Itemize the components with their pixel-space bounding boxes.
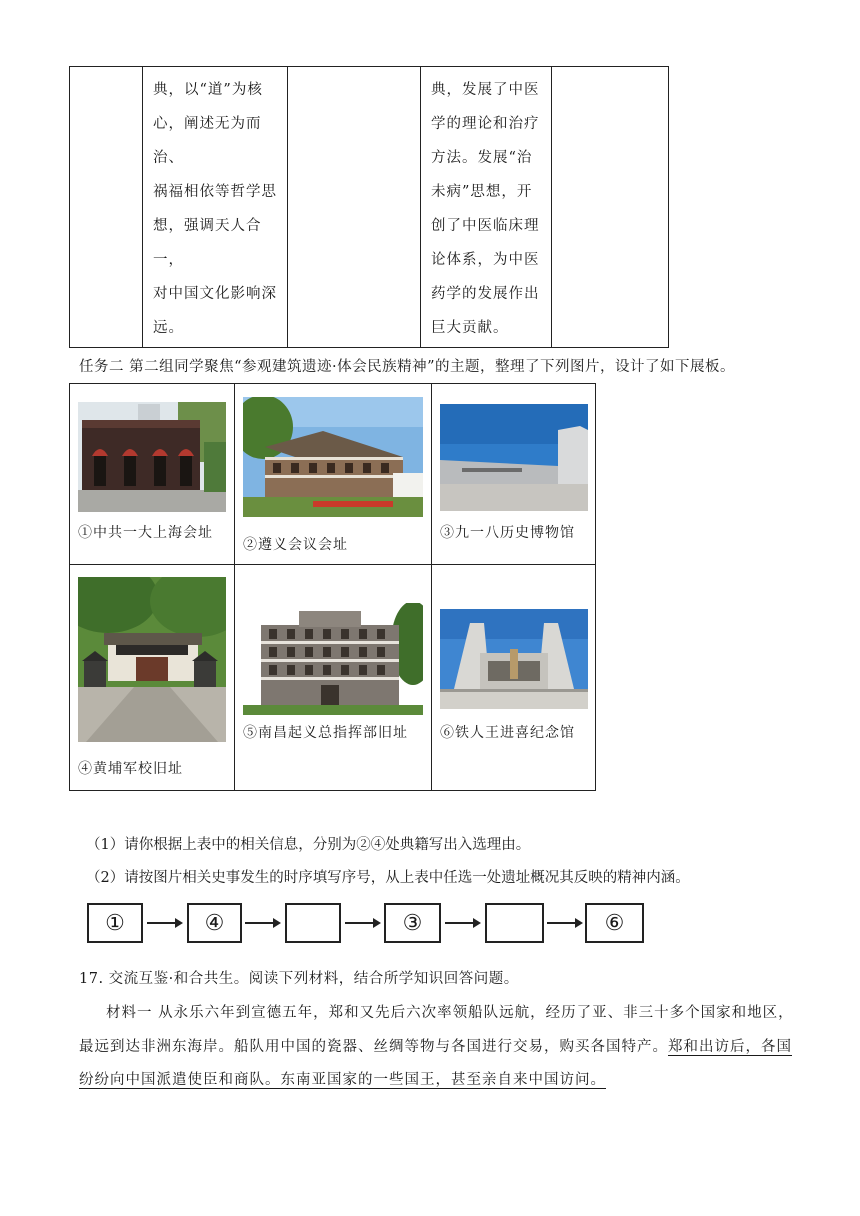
exhibit-caption: ⑥铁人王进喜纪念馆 [440,725,575,741]
task2-intro: 任务二 第二组同学聚焦“参观建筑遗迹·体会民族精神”的主题，整理了下列图片，设计了如下展板。 [79,359,736,375]
academy-gate-photo [78,577,226,742]
sequence-box: ③ [384,903,441,943]
sequence-box[interactable] [485,903,544,943]
cell-line: 巨大贡献。 [431,320,509,336]
table-cell-empty [70,67,143,348]
exhibit-caption: ①中共一大上海会址 [78,525,213,541]
arrow-right-icon [147,915,183,931]
exhibit-cell-1 [70,384,235,565]
exhibit-caption: ④黄埔军校旧址 [78,761,183,777]
arrow-right-icon [547,915,583,931]
exhibit-cell-5 [235,565,432,791]
cell-line: 祸福相依等哲学思 [153,184,277,200]
sequence-box[interactable] [285,903,341,943]
red-brick-building-photo [78,402,226,512]
exhibit-cell-2 [235,384,432,565]
cell-line: 方法。发展“治 [431,150,533,166]
arrow-right-icon [345,915,381,931]
cell-line: 典，以“道”为核 [153,82,263,98]
material-1-underlined: 郑和出访后，各国 [668,1039,792,1055]
cell-line: 心，阐述无为而治、 [153,116,262,166]
question-17-heading: 17. 交流互鉴·和合共生。阅读下列材料，结合所学知识回答问题。 [79,971,519,987]
exhibit-cell-4 [70,565,235,791]
sequence-box: ① [87,903,143,943]
cell-line: 对中国文化影响深 [153,286,277,302]
exhibit-caption: ③九一八历史博物馆 [440,525,575,541]
exhibit-caption: ②遵义会议会址 [243,537,348,553]
exhibit-cell-6 [432,565,596,791]
cell-line: 典，发展了中医 [431,82,540,98]
material-1-line [79,1035,792,1056]
cell-line: 远。 [153,320,184,336]
sequence-box: ④ [187,903,242,943]
cell-line: 未病”思想，开 [431,184,533,200]
multi-storey-building-photo [243,603,423,715]
material-1-underlined: 纷纷向中国派遣使臣和商队。东南亚国家的一些国王，甚至亲自来中国访问。 [79,1072,606,1088]
exhibit-cell-3 [432,384,596,565]
memorial-hall-photo [440,609,588,709]
table-cell-medicine [421,67,552,348]
cell-line: 想，强调天人合一， [153,218,262,268]
cell-line: 创了中医临床理 [431,218,540,234]
museum-monument-photo [440,404,588,511]
sequence-box: ⑥ [585,903,644,943]
material-1-text: 最远到达非洲东海岸。船队用中国的瓷器、丝绸等物与各国进行交易，购买各国特产。 [79,1039,668,1055]
question-1: （1）请你根据上表中的相关信息，分别为②④处典籍写出入选理由。 [86,837,531,853]
arrow-right-icon [245,915,281,931]
exhibit-caption: ⑤南昌起义总指挥部旧址 [243,725,408,741]
cell-line: 论体系，为中医 [431,252,540,268]
cell-line: 药学的发展作出 [431,286,540,302]
table-cell-empty [552,67,669,348]
classics-table [69,66,669,348]
colonial-building-photo [243,397,423,517]
table-cell-daodejing [143,67,288,348]
question-2: （2）请按图片相关史事发生的时序填写序号，从上表中任选一处遗址概况其反映的精神内涵。 [86,870,690,886]
exhibit-board [69,383,596,791]
material-1-line: 材料一 从永乐六年到宣德五年，郑和又先后六次率领船队远航，经历了亚、非三十多个国家和地区， [106,1005,794,1021]
arrow-right-icon [445,915,481,931]
table-cell-empty [288,67,421,348]
cell-line: 学的理论和治疗 [431,116,540,132]
